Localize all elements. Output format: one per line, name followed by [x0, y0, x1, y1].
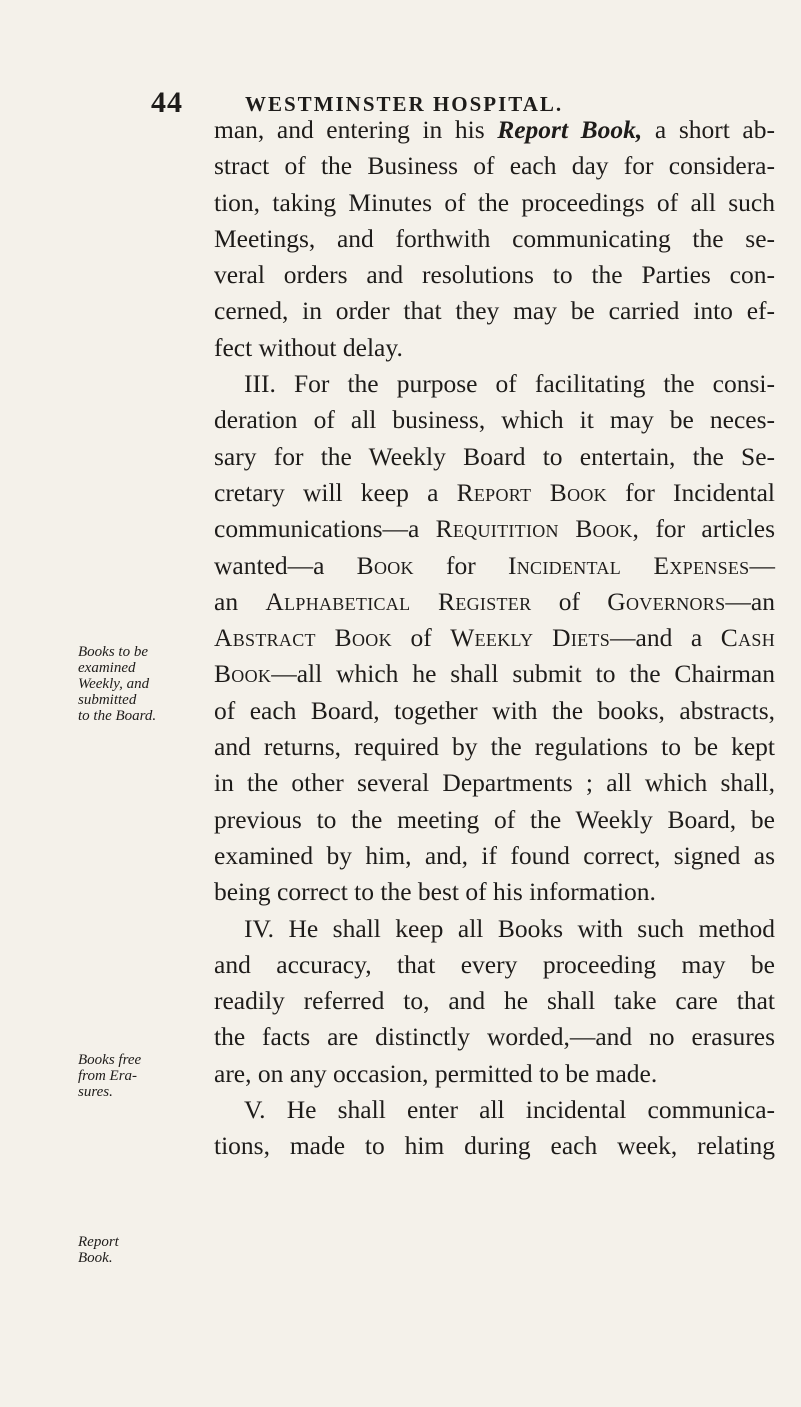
text-line: examined by him, and, if found correct, signed as	[214, 840, 775, 870]
text-line: are, on any occasion, permitted to be made.	[214, 1058, 658, 1088]
text-line: previous to the meeting of the Weekly Board, be	[214, 804, 775, 834]
text-line: fect without delay.	[214, 332, 403, 362]
text-line: Book—all which he shall submit to the Chairman	[214, 659, 775, 689]
text-line: sary for the Weekly Board to entertain, the Se-	[214, 441, 775, 471]
margin-note-line: sures.	[78, 1084, 113, 1100]
text-line: the facts are distinctly worded,—and no erasures	[214, 1022, 775, 1052]
small-caps-phrase: Abstract Book	[214, 623, 392, 653]
margin-note-line: Weekly, and	[78, 676, 150, 692]
running-title: WESTMINSTER HOSPITAL.	[245, 92, 564, 116]
margin-note-line: Books free	[78, 1052, 142, 1068]
margin-note-books-examined	[78, 644, 210, 724]
text-line: wanted—a Book for Incidental Expenses—	[214, 550, 775, 580]
text-line: readily referred to, and he shall take care that	[214, 986, 775, 1016]
text-line: cerned, in order that they may be carried into ef-	[214, 296, 775, 326]
margin-note-line: submitted	[78, 692, 137, 708]
margin-note-report-book	[78, 1234, 210, 1266]
text-line: being correct to the best of his information.	[214, 877, 656, 907]
text-line: deration of all business, which it may be neces-	[214, 405, 775, 435]
body-text	[214, 112, 775, 1165]
text-line: man, and entering in his Report Book, a short ab-	[214, 115, 775, 144]
small-caps-phrase: Requitition Book,	[435, 514, 640, 544]
small-caps-phrase: Book	[356, 550, 414, 580]
text-line: of each Board, together with the books, abstracts,	[214, 695, 775, 725]
text-line: Meetings, and forthwith communicating the se-	[214, 223, 775, 253]
paragraph-start-IV: IV. He shall keep all Books with such method	[244, 913, 775, 943]
margin-note-line: Books to be	[78, 644, 148, 660]
small-caps-phrase: Governors	[607, 586, 726, 616]
paragraph-start-III: III. For the purpose of facilitating the consi-	[244, 369, 775, 399]
small-caps-phrase: Cash	[720, 623, 775, 653]
margin-note-line: to the Board.	[78, 708, 157, 724]
text-line: Abstract Book of Weekly Diets—and a Cash	[214, 623, 775, 653]
small-caps-phrase: Incidental Expenses	[507, 550, 750, 580]
text-line: cretary will keep a Report Book for Incidental	[214, 477, 775, 507]
margin-note-books-free	[78, 1052, 210, 1100]
text-line: stract of the Business of each day for considera-	[214, 151, 775, 181]
italic-phrase: Report Book,	[497, 115, 643, 144]
paragraph-start-V: V. He shall enter all incidental communica-	[244, 1095, 775, 1125]
text-line: communications—a Requitition Book, for articles	[214, 514, 775, 544]
text-line: tions, made to him during each week, relating	[214, 1131, 775, 1161]
margin-note-line: from Era-	[78, 1068, 138, 1084]
margin-note-line: examined	[78, 660, 136, 676]
page-number: 44	[151, 86, 183, 119]
text-line: in the other several Departments ; all which shall,	[214, 768, 775, 798]
small-caps-phrase: Weekly Diets	[450, 623, 611, 653]
text-line: and accuracy, that every proceeding may be	[214, 949, 775, 979]
small-caps-phrase: Book	[214, 659, 272, 689]
margin-note-line: Report	[78, 1234, 119, 1250]
text-line: tion, taking Minutes of the proceedings of all such	[214, 187, 775, 217]
text-line: veral orders and resolutions to the Parties con-	[214, 260, 775, 290]
small-caps-phrase: Alphabetical Register	[265, 586, 532, 616]
text-line: an Alphabetical Register of Governors—an	[214, 586, 775, 616]
text-line: and returns, required by the regulations to be kept	[214, 732, 775, 762]
margin-note-line: Book.	[78, 1250, 113, 1266]
small-caps-phrase: Report Book	[456, 477, 607, 507]
